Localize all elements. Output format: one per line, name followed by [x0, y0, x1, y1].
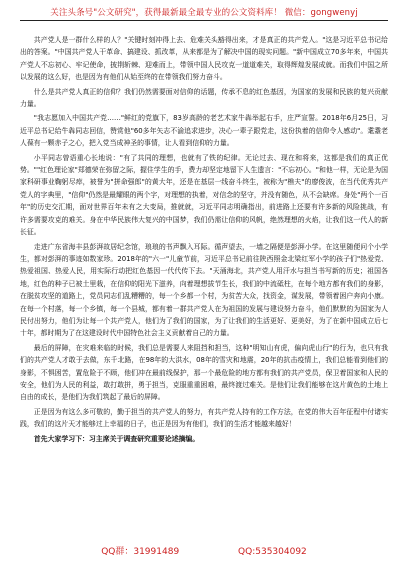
page-header-banner: 关注头条号"公文研究"，获得最新最全最专业的公文资料库！ 微信：gongwenyj: [50, 8, 358, 18]
footer-qq-contact: QQ:535304092: [238, 547, 307, 557]
paragraph: "我志愿加入中国共产党……"鲜红的党旗下，83岁高龄的老艺术家牛犇举起右手，庄严宣誓。2018年6月25日，习近平总书记给牛犇同志回信，赞赏他"60多年矢志不渝追求进步，决心一辈子跟党走，这份执着的信仰令人感动"。耄耋老人葆有一颗赤子之心，把入党当成神圣的事情，让人看到信仰的力量。: [20, 114, 388, 148]
document-body: [20, 34, 388, 447]
paragraph-highlight: 首先大家学习下：习主席关于调查研究重要论述摘编。: [33, 434, 200, 443]
paragraph: 什么是共产党人真正的信仰？我们仍然需要面对信仰的话题，传承不息的红色基因，为国家的发展和民族的复兴贡献力量。: [20, 87, 388, 109]
header-divider: [20, 20, 388, 21]
paragraph: 小平同志曾语重心长地说："有了共同的理想，也就有了铁的纪律。无论过去、现在和将来，这都是我们的真正优势。""红色理论家"郑德荣在弥留之际，握住学生的手，费力却坚定地留下人生遗言："不忘初心。"和他一样，无论是为国家科研事业鞠躬尽瘁，被誉为"拼命强郎"的黄大年，还是在基层一线奋斗终生，被称为"樵夫"的廖俊波，在当代优秀共产党人的字典里，"信仰"仍然是最耀眼的两个字，对理想的执着，对信念的坚守，并没有随色，从不会缺席。身处"两个一百年"的历史交汇期，面对世界百年未有之大变局，推就就，习近平同志明确指出，前进路上还要有许多新的风险挑战，有许多需要攻克的难关。身在中华民族伟大复兴的中国梦，我们仍需让信仰的风帆，绝然理想的火焰，让我们这一代人的新长征。: [20, 153, 388, 237]
page-footer: [20, 544, 388, 557]
paragraph: 共产党人是一群什么样的人？"关键时刻冲得上去、危难关头豁得出来，才是真正的共产党人。"这是习近平总书记给出的答案。"中国共产党人干革命、搞建设、抓改革，从来都是为了解决中国的现实问题。"新中国成立70多年来，中国共产党人不忘初心、牢记使命，披荆斩棘、迎难而上，带领中国人民攻克一道道难关，取得辉煌发展成就。而我们中国之所以发展的这么好，也是因为有他们从始至终的在带领我们努力奋斗。: [20, 36, 388, 82]
paragraph: 走进广东省海丰县彭湃故居纪念馆，琅琅的书声飘入耳际。循声望去，一墙之隔便是彭湃小学。在这里随便问个小学生，都对彭湃的事迹如数家珍。2018年的"六一"儿童节前，习近平总书记前往陕西照金北梁红军小学的孩子们"热爱党、热爱祖国、热爱人民，用实际行动把红色基因一代代传下去。"天涌海北，共产党人用汗水与担当书写新的历史；祖国各地，红色的种子已被土里栽，在信仰的阳光下滋养，向着理想拔节生长，我们的中流砥柱，在每个地方都有我们的身影，在脱贫攻坚的道路上，党员同志们乱糟糟的，每一个乡都一个村，为贫苦大众，找资金，谋发展，带领着困户奔向小康。在每一个村落，每一个乡镇，每一个县城，都有着一群共产党人在为祖国的发展与建设努力奋斗，他们默默的为国家为人民付出努力，他们为让每一个共产党人，他们为了我们的国家，为了让我们的生活更好、更美好，为了在新中国成立后七十年，都时期为了在这建设时代中国特色社会主义贡献着自己的力量。: [20, 242, 388, 338]
paragraph: 最后的屏障，在灾难来临的时候，我们总是需要人来阻挡和担当，这种"明知山有虎，偏向虎山行"的行为，也只有我们的共产党人才敢于去做，东千北路，在98年的大洪水，08年的雪灾和地震，20年的抗击疫情上，我们总能看到他们的身影，不惧困苦，置危险于不顾，他们冲在最前线保护，那一个最危险的地方都有我们的共产党员，保卫着国家和人民的安全，他们为人民的利益，敢打敢拼，勇于担当，克服重重困难，最终渡过难关。是他们让我们能够在这片黄色的土地上自由的成长，是他们为我们筑起了最后的屏障。: [20, 343, 388, 402]
paragraph: 正是因为有这么多可敬的，勤于担当的共产党人的努力，有共产党人持有的工作方法，在党的伟大百年征程中付诸实践，我们的这片天才能够过上幸福的日子，也正是因为有他们，我们的生活才能越来越好！: [20, 407, 388, 429]
footer-qq-group: QQ群：31991489: [101, 547, 180, 557]
